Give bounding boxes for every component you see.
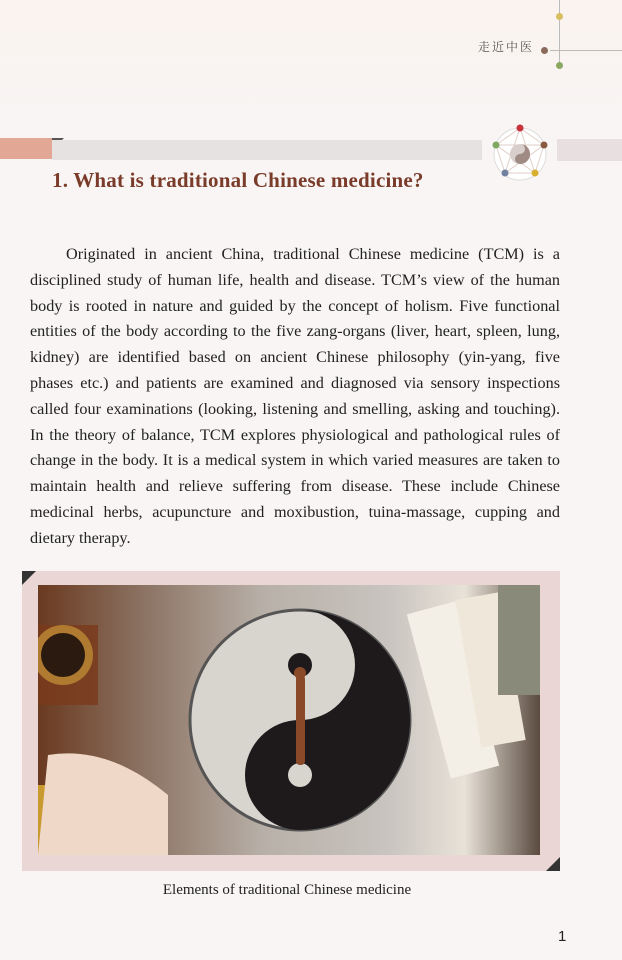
decor-dot: [556, 62, 563, 69]
decor-line: [550, 50, 622, 51]
page-number: 1: [558, 928, 567, 945]
title-band: [52, 140, 482, 160]
decor-dot: [556, 13, 563, 20]
body-paragraph: Originated in ancient China, traditional Chinese medicine (TCM) is a disciplined study of human life, health and disease. TCM’s view of the human body is rooted in nature and guided by the concept of holism. Five functional entities of the body according to the five zang-organs (liver, heart, spleen, lung, kidney) are identified based on ancient Chinese philosophy (yin-yang, five phases etc.) and patients are examined and diagnosed via sensory inspections called four examinations (looking, listening and smelling, asking and touching). In the theory of balance, TCM explores physiological and pathological rules of change in the body. It is a medical system in which varied measures are taken to maintain health and relieve suffering from disease. These include Chinese medicinal herbs, acupuncture and moxibustion, tuina-massage, cupping and dietary therapy.: [30, 245, 560, 547]
frame-corner: [22, 571, 36, 585]
title-band: [557, 139, 622, 161]
title-band-accent: [0, 138, 52, 159]
frame-corner: [546, 857, 560, 871]
running-header: 走近中医: [478, 40, 535, 54]
decor-dot: [541, 47, 548, 54]
tcm-photo: [38, 585, 540, 855]
section-title: 1. What is traditional Chinese medicine?: [52, 168, 424, 192]
five-phases-emblem-icon: [488, 120, 552, 184]
page-background: [0, 0, 622, 120]
yin-yang-icon: [38, 585, 540, 855]
decor-line: [559, 0, 560, 64]
figure-caption: Elements of traditional Chinese medicine: [162, 882, 412, 898]
